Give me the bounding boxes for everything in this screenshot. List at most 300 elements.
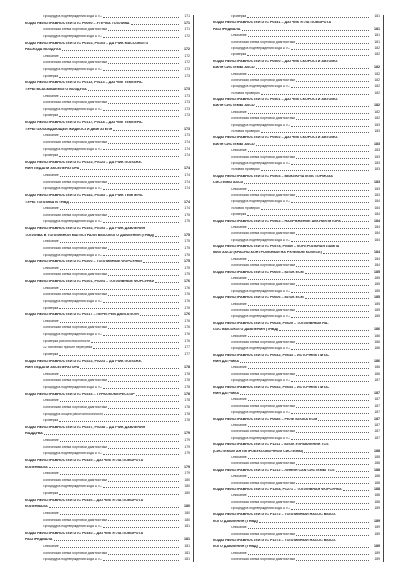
toc-page-number: 187	[374, 410, 380, 415]
toc-page-number: 176	[184, 285, 190, 290]
toc-entry[interactable]	[213, 194, 380, 198]
toc-entry-title: КОДЫ НЕИСПРАВНОСТЕЙ DTC P0606 – БЛОК ECM	[213, 296, 304, 300]
toc-entry-title: Логическая схема бортовой диагностики	[231, 40, 296, 44]
toc-entry[interactable]	[25, 307, 190, 311]
dot-leader	[256, 145, 369, 146]
toc-entry[interactable]	[213, 290, 380, 294]
dot-leader	[60, 514, 179, 515]
toc-section-heading[interactable]	[213, 28, 380, 32]
dot-leader	[291, 381, 369, 382]
toc-entry[interactable]	[213, 303, 380, 307]
toc-entry[interactable]	[213, 462, 380, 466]
toc-section-heading[interactable]	[25, 393, 190, 397]
toc-page-number: 177	[184, 351, 190, 356]
dot-leader	[248, 228, 369, 229]
toc-entry[interactable]	[25, 68, 190, 72]
toc-page-number: 182	[374, 90, 380, 95]
toc-section-heading[interactable]	[25, 201, 190, 205]
toc-page-number: 189	[374, 531, 380, 536]
toc-entry[interactable]	[213, 482, 380, 486]
toc-entry[interactable]	[25, 75, 190, 79]
toc-page-number: 187	[374, 378, 380, 383]
dot-leader	[247, 55, 369, 56]
toc-entry[interactable]	[25, 413, 190, 417]
toc-entry-title: Логическая схема бортовой диагностики	[43, 28, 108, 32]
toc-entry[interactable]	[213, 475, 380, 479]
toc-section-heading[interactable]	[213, 360, 380, 364]
toc-entry[interactable]	[25, 267, 190, 271]
toc-page-number: 179	[183, 464, 190, 469]
toc-entry-title: Процедура подтверждения кода DTC	[43, 253, 102, 257]
toc-section-heading[interactable]	[213, 251, 380, 255]
dot-leader	[296, 375, 369, 376]
toc-entry-title: Описание	[231, 72, 247, 76]
toc-entry[interactable]	[213, 239, 380, 243]
toc-entry-title: 12 основных причин перегрева	[43, 346, 93, 350]
toc-entry[interactable]	[25, 300, 190, 304]
toc-entry[interactable]	[213, 494, 380, 498]
toc-entry[interactable]	[25, 61, 190, 65]
toc-entry[interactable]	[213, 41, 380, 45]
toc-section-heading[interactable]	[25, 194, 190, 198]
dot-leader	[103, 70, 179, 71]
toc-entry-title: Описание	[231, 398, 247, 402]
toc-section-heading[interactable]	[213, 98, 380, 102]
toc-entry[interactable]	[213, 232, 380, 236]
toc-entry[interactable]	[213, 283, 380, 287]
toc-section-heading[interactable]	[213, 450, 380, 454]
toc-page-number: 185	[374, 276, 380, 281]
toc-section-heading[interactable]	[25, 459, 190, 463]
toc-page-number: 180	[184, 510, 190, 515]
toc-entry-title: КОДЫ НЕИСПРАВНОСТЕЙ DTC P0122, P0123 – ДАТЧИК ПОЛОЖЕ-	[25, 160, 143, 164]
dot-leader	[296, 196, 369, 197]
dot-leader	[296, 464, 369, 465]
toc-entry[interactable]	[25, 141, 190, 145]
dot-leader	[108, 30, 179, 31]
dot-leader	[291, 202, 369, 203]
toc-entry[interactable]	[213, 130, 380, 134]
toc-entry[interactable]	[25, 293, 190, 297]
toc-entry[interactable]	[25, 519, 190, 523]
toc-entry[interactable]	[213, 341, 380, 345]
toc-page-number: 175	[184, 212, 190, 217]
toc-entry[interactable]	[25, 28, 190, 32]
toc-entry-title: Описание	[43, 472, 59, 476]
toc-entry[interactable]	[213, 111, 380, 115]
toc-section-heading[interactable]	[213, 136, 380, 140]
toc-entry[interactable]	[213, 53, 380, 57]
toc-page-number: 189	[374, 525, 380, 530]
toc-entry[interactable]	[213, 149, 380, 153]
toc-section-heading[interactable]	[213, 545, 380, 549]
toc-page-number: 183	[373, 180, 380, 185]
toc-entry-title: Логическая схема бортовой диагностики	[43, 445, 108, 449]
toc-entry[interactable]	[213, 277, 380, 281]
toc-section-heading[interactable]	[25, 538, 190, 542]
toc-page-number: 187	[373, 391, 380, 396]
toc-section-heading[interactable]	[25, 313, 190, 317]
dot-leader	[342, 221, 369, 222]
toc-entry-title: КОДЫ НЕИСПРАВНОСТЕЙ DTC P0335 – ДАТЧИК УГЛА ПОВОРОТА	[25, 458, 144, 462]
toc-entry[interactable]	[25, 240, 190, 244]
toc-section-heading[interactable]	[213, 354, 380, 358]
toc-entry[interactable]	[25, 55, 190, 59]
toc-page-number: 185	[374, 301, 380, 306]
toc-entry[interactable]	[25, 320, 190, 324]
toc-entry[interactable]	[25, 181, 190, 185]
toc-section-heading[interactable]	[25, 432, 190, 436]
toc-page-number: 184	[374, 237, 380, 242]
toc-entry[interactable]	[213, 117, 380, 121]
toc-entry[interactable]	[213, 85, 380, 89]
dot-leader	[108, 183, 179, 184]
toc-entry[interactable]	[213, 347, 380, 351]
toc-page-number: 176	[183, 279, 190, 283]
toc-entry[interactable]	[25, 373, 190, 377]
toc-entry[interactable]	[25, 15, 190, 19]
toc-section-heading[interactable]	[25, 280, 190, 284]
toc-entry[interactable]	[213, 200, 380, 204]
toc-section-heading[interactable]	[213, 488, 380, 492]
toc-section-heading[interactable]	[25, 360, 190, 364]
toc-page-number: 174	[184, 146, 190, 151]
toc-section-heading[interactable]	[25, 532, 190, 536]
toc-section-heading[interactable]	[213, 322, 380, 326]
toc-section-heading[interactable]	[213, 418, 380, 422]
dot-leader	[291, 439, 369, 440]
toc-entry[interactable]	[213, 405, 380, 409]
toc-entry[interactable]	[213, 34, 380, 38]
toc-entry-title: Описание	[43, 94, 59, 98]
toc-entry[interactable]	[213, 335, 380, 339]
toc-entry[interactable]	[213, 430, 380, 434]
toc-entry-title: Логическая схема бортовой диагностики	[43, 478, 108, 482]
toc-entry-title: КОДЫ НЕИСПРАВНОСТЕЙ DTC P0504 – ВЫКЛЮЧАТЕЛЬ ТОРМОЗА	[213, 174, 333, 178]
dot-leader	[248, 400, 369, 401]
toc-entry[interactable]	[213, 507, 380, 511]
toc-section-heading[interactable]	[213, 386, 380, 390]
dot-leader	[291, 509, 369, 510]
toc-page-number: 185	[374, 288, 380, 293]
toc-entry[interactable]	[213, 188, 380, 192]
toc-entry[interactable]	[213, 309, 380, 313]
toc-entry-title: Проверка	[43, 154, 59, 158]
toc-entry[interactable]	[213, 552, 380, 556]
toc-entry[interactable]	[25, 95, 190, 99]
toc-section-heading[interactable]	[213, 469, 380, 473]
toc-section-heading[interactable]	[25, 499, 190, 503]
toc-entry-title: Проверка	[43, 306, 59, 310]
dot-leader	[261, 132, 369, 133]
toc-entry[interactable]	[25, 452, 190, 456]
toc-entry-title: ТУРЫ ВСАСЫВАЕМОГО ВОЗДУХА	[25, 87, 87, 91]
dot-leader	[248, 336, 369, 337]
toc-entry[interactable]	[25, 154, 190, 158]
toc-section-heading[interactable]	[213, 245, 380, 249]
toc-entry[interactable]	[25, 525, 190, 529]
dot-leader	[108, 554, 179, 555]
toc-page-number: 182	[374, 116, 380, 121]
toc-entry[interactable]	[213, 526, 380, 530]
toc-entry[interactable]	[213, 162, 380, 166]
toc-entry-title: Условия проверки	[231, 206, 260, 210]
toc-entry[interactable]	[213, 501, 380, 505]
toc-section-heading[interactable]	[25, 121, 190, 125]
toc-entry-title: КОДЫ НЕИСПРАВНОСТЕЙ DTC P1272 – ТОПЛИВНЫЙ НАСОС ВЫСО-	[213, 513, 337, 517]
toc-section-heading[interactable]	[25, 234, 190, 238]
toc-entry[interactable]	[25, 207, 190, 211]
dot-leader	[296, 81, 369, 82]
toc-entry-title: БИЛЯ СИСТЕМЫ ASCD	[213, 104, 255, 108]
toc-entry-title: Логическая схема бортовой диагностики	[43, 140, 108, 144]
toc-page-number: 186	[374, 333, 380, 338]
dot-leader	[60, 242, 179, 243]
toc-entry[interactable]	[25, 485, 190, 489]
toc-page-number: 183	[374, 122, 380, 127]
toc-entry[interactable]	[213, 124, 380, 128]
toc-section-heading[interactable]	[213, 220, 380, 224]
dot-leader	[103, 388, 179, 389]
toc-entry[interactable]	[213, 79, 380, 83]
toc-entry[interactable]	[25, 512, 190, 516]
toc-entry[interactable]	[213, 379, 380, 383]
toc-entry[interactable]	[25, 114, 190, 118]
toc-section-heading[interactable]	[213, 271, 380, 275]
toc-entry[interactable]	[213, 437, 380, 441]
toc-entry[interactable]	[25, 472, 190, 476]
toc-entry-title: Проверка	[43, 492, 59, 495]
toc-entry[interactable]	[25, 346, 190, 350]
toc-entry-title: КОГО ДАВЛЕНИЯ (ТНВД)	[213, 545, 258, 549]
toc-entry[interactable]	[25, 101, 190, 105]
toc-page-number: 172	[184, 33, 190, 38]
toc-section-heading[interactable]	[213, 66, 380, 70]
toc-section-heading[interactable]	[25, 366, 190, 370]
dot-leader	[296, 234, 369, 235]
toc-entry[interactable]	[25, 273, 190, 277]
column-divider	[193, 15, 194, 562]
toc-section-heading[interactable]	[213, 443, 380, 447]
toc-page-number: 175	[184, 239, 190, 244]
toc-entry[interactable]	[25, 247, 190, 251]
toc-section-heading[interactable]	[25, 227, 190, 231]
toc-entry-title: Процедура подтверждения кода DTC	[231, 161, 290, 165]
toc-entry[interactable]	[213, 47, 380, 51]
toc-entry[interactable]	[25, 134, 190, 138]
toc-entry[interactable]	[25, 35, 190, 39]
toc-entry[interactable]	[25, 287, 190, 291]
toc-entry-title: (СИСТЕМОЙ АНТИПРОБУКСОВОЧНОЙ СИСТЕМЫ)	[213, 449, 304, 453]
toc-entry[interactable]	[25, 379, 190, 383]
dot-leader	[296, 407, 369, 408]
toc-entry[interactable]	[213, 156, 380, 160]
toc-entry[interactable]	[213, 207, 380, 211]
toc-section-heading[interactable]	[213, 60, 380, 64]
dot-leader	[108, 63, 179, 64]
toc-entry[interactable]	[213, 92, 380, 96]
toc-page-number: 183	[374, 160, 380, 165]
toc-entry-title: Описание	[43, 399, 59, 403]
toc-entry-title: Процедура подтверждения кода DTC	[231, 379, 290, 383]
toc-entry[interactable]	[25, 545, 190, 549]
dot-leader	[296, 503, 369, 504]
dot-leader	[60, 176, 179, 177]
toc-entry[interactable]	[25, 399, 190, 403]
toc-page-number: 181	[373, 26, 380, 31]
dot-leader	[248, 528, 369, 529]
toc-entry-title: Описание	[231, 277, 247, 281]
toc-entry-title: КОДЫ НЕИСПРАВНОСТЕЙ DTC P0642, P0643 – ИСТОЧНИК ПИТА-	[213, 353, 330, 357]
toc-section-heading[interactable]	[25, 167, 190, 171]
toc-entry[interactable]	[25, 479, 190, 483]
toc-page-number: 175	[184, 252, 190, 257]
toc-entry-title: Проверка	[43, 419, 59, 423]
toc-entry[interactable]	[213, 366, 380, 370]
toc-section-heading[interactable]	[25, 42, 190, 46]
toc-entry[interactable]	[25, 552, 190, 556]
toc-entry-title: СОС ВЫСОКОГО ДАВЛЕНИЯ (ТНВД)	[213, 328, 279, 332]
toc-page-number: 187	[374, 397, 380, 402]
toc-entry[interactable]	[25, 333, 190, 337]
toc-section-heading[interactable]	[213, 21, 380, 25]
toc-entry[interactable]	[25, 148, 190, 152]
toc-entry[interactable]	[213, 558, 380, 562]
toc-entry[interactable]	[213, 315, 380, 319]
toc-entry[interactable]	[25, 353, 190, 357]
toc-entry[interactable]	[25, 406, 190, 410]
toc-section-heading[interactable]	[25, 48, 190, 52]
toc-section-heading[interactable]	[25, 88, 190, 92]
toc-entry-title: РАСХОДА ВОЗДУХА	[25, 48, 61, 52]
toc-entry[interactable]	[25, 108, 190, 112]
toc-entry-title: НИЯ ДАТЧИКА	[213, 392, 240, 396]
toc-page-number: 178	[184, 398, 190, 403]
toc-section-heading[interactable]	[213, 181, 380, 185]
dot-leader	[296, 535, 369, 536]
toc-entry[interactable]	[25, 214, 190, 218]
toc-entry[interactable]	[213, 258, 380, 262]
toc-entry[interactable]	[213, 533, 380, 537]
dot-leader	[291, 87, 369, 88]
dot-leader	[256, 68, 369, 69]
dot-leader	[304, 452, 369, 453]
dot-leader	[108, 295, 179, 296]
toc-entry-title: Логическая схема бортовой диагностики	[43, 518, 108, 522]
toc-page-number: 181	[184, 544, 190, 548]
toc-section-heading[interactable]	[213, 328, 380, 332]
toc-entry[interactable]	[213, 213, 380, 217]
toc-entry[interactable]	[25, 439, 190, 443]
toc-page-number: 172	[184, 60, 190, 65]
toc-entry[interactable]	[25, 419, 190, 423]
toc-entry[interactable]	[213, 424, 380, 428]
toc-page-number: 185	[374, 314, 380, 319]
toc-section-heading[interactable]	[213, 104, 380, 108]
dot-leader	[103, 454, 179, 455]
dot-leader	[305, 273, 369, 274]
toc-entry[interactable]	[213, 264, 380, 268]
toc-page-number: 174	[184, 206, 190, 211]
toc-entry[interactable]	[25, 492, 190, 496]
toc-entry[interactable]	[213, 411, 380, 415]
dot-leader	[291, 317, 369, 318]
toc-page-number: 181	[183, 537, 190, 542]
toc-entry[interactable]	[25, 220, 190, 224]
toc-page-number: 176	[184, 338, 190, 343]
toc-entry[interactable]	[25, 174, 190, 178]
toc-section-heading[interactable]	[25, 426, 190, 430]
dot-leader	[248, 36, 369, 37]
toc-entry-title: КОЛЕНВАЛА	[25, 505, 48, 509]
toc-entry[interactable]	[25, 340, 190, 344]
toc-entry[interactable]	[25, 254, 190, 258]
toc-entry[interactable]	[213, 226, 380, 230]
toc-section-heading[interactable]	[25, 161, 190, 165]
dot-leader	[108, 448, 179, 449]
toc-entry-title: КОДЫ НЕИСПРАВНОСТЕЙ DTC P1268, P1271 – ТОПЛИВНАЯ ФОРСУНКА	[213, 487, 342, 491]
toc-page-number: 175	[184, 245, 190, 250]
toc-entry[interactable]	[213, 398, 380, 402]
toc-entry[interactable]	[25, 326, 190, 330]
toc-entry[interactable]	[213, 15, 380, 19]
dot-leader	[54, 540, 179, 541]
toc-section-heading[interactable]	[25, 22, 190, 26]
toc-section-heading[interactable]	[213, 392, 380, 396]
toc-entry[interactable]	[25, 386, 190, 390]
toc-entry[interactable]	[25, 446, 190, 450]
toc-entry-title: НИЯ ДАТЧИКА	[213, 360, 240, 364]
toc-section-heading[interactable]	[25, 128, 190, 132]
toc-entry-title: Логическая схема бортовой диагностики	[43, 246, 108, 250]
toc-entry[interactable]	[25, 187, 190, 191]
toc-page-number: 185	[373, 269, 380, 274]
toc-entry[interactable]	[213, 373, 380, 377]
toc-entry[interactable]	[213, 456, 380, 460]
toc-entry[interactable]	[25, 558, 190, 562]
toc-entry-title: КОЛЕНВАЛА	[25, 465, 48, 469]
toc-section-heading[interactable]	[213, 539, 380, 543]
toc-section-heading[interactable]	[213, 175, 380, 179]
toc-entry-title: БИЛЯ СИСТЕМЫ ASCD	[213, 142, 255, 146]
toc-section-heading[interactable]	[25, 81, 190, 85]
toc-entry-title: КОДЫ НЕИСПРАВНОСТЕЙ DTC P0201, P0204 – ТОПЛИВНЫЕ ФОРСУНКИ	[25, 280, 155, 283]
toc-page-number: 181	[374, 39, 380, 44]
toc-section-heading[interactable]	[25, 260, 190, 264]
dot-leader	[261, 209, 369, 210]
toc-page-number: 187	[374, 435, 380, 440]
toc-entry-title: КОДЫ НЕИСПРАВНОСТЕЙ DTC P0234 – ТУРБОКОМПРЕССОР	[25, 392, 135, 396]
toc-section-heading[interactable]	[25, 505, 190, 509]
toc-section-heading[interactable]	[213, 513, 380, 517]
toc-entry-title: Процедура подтверждения кода DTC	[43, 220, 102, 224]
toc-section-heading[interactable]	[25, 466, 190, 470]
toc-page-number: 186	[374, 365, 380, 370]
dot-leader	[60, 96, 179, 97]
toc-section-heading[interactable]	[213, 296, 380, 300]
toc-section-heading[interactable]	[213, 520, 380, 524]
toc-entry[interactable]	[213, 73, 380, 77]
toc-entry-title: Логическая схема бортовой диагностики	[43, 379, 108, 383]
toc-entry[interactable]	[213, 168, 380, 172]
toc-entry-title: Логическая схема бортовой диагностики	[231, 430, 296, 434]
dot-leader	[248, 279, 369, 280]
dot-leader	[296, 285, 369, 286]
toc-page-number: 184	[374, 231, 380, 236]
toc-entry-title: Логическая схема бортовой диагностики	[231, 340, 296, 344]
toc-page-number: 184	[373, 250, 380, 255]
toc-section-heading[interactable]	[213, 143, 380, 147]
